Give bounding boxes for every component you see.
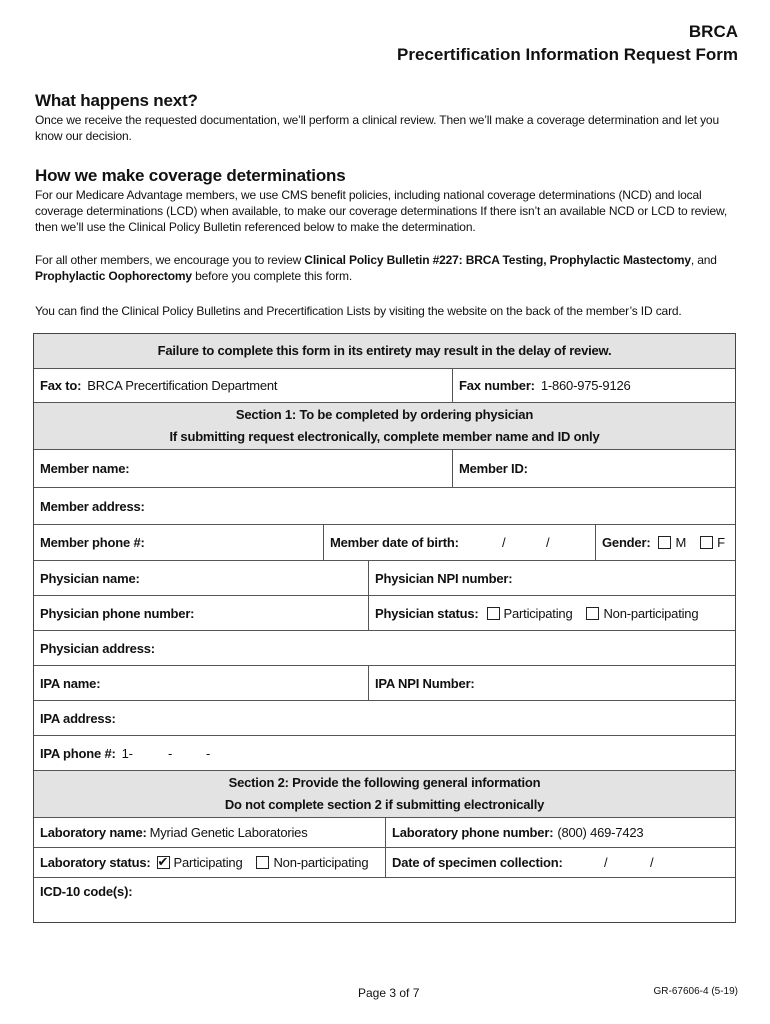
- physician-name-row: [34, 561, 735, 596]
- gender-m-checkbox[interactable]: [658, 536, 671, 549]
- fax-to-value: BRCA Precertification Department: [87, 378, 278, 393]
- lab-nonparticipating-label: Non-participating: [273, 855, 369, 870]
- ipa-name-row: [34, 666, 735, 701]
- lab-phone-field[interactable]: [385, 818, 735, 847]
- coverage-text: For our Medicare Advantage members, we use CMS benefit policies, including national coverage determinations (NCD) and local coverage determinations (LCD) when available, to make our coverage determinations If there isn’t an available NCD or LCD to review, then we’ll use the Clinical Policy Bulletin referenced below to make the determination.: [35, 188, 728, 234]
- gender-m-label: M: [675, 535, 687, 550]
- physician-status-label: Physician status:: [375, 605, 479, 621]
- find-text: You can find the Clinical Policy Bulletins and Precertification Lists by visiting the website on the back of the member’s ID card.: [35, 304, 682, 318]
- section2-title: [34, 771, 735, 817]
- member-phone-row: [34, 525, 735, 561]
- ipa-phone-dash-2: -: [206, 745, 211, 761]
- lab-phone-value: (800) 469-7423: [557, 825, 644, 840]
- section1-line1: Section 1: To be completed by ordering physician: [235, 407, 534, 422]
- icd-label: ICD-10 code(s):: [40, 884, 133, 899]
- lab-name-row: [34, 818, 735, 848]
- ipa-phone-field[interactable]: [34, 736, 735, 770]
- ipa-npi-field[interactable]: [368, 666, 735, 700]
- ipa-name-label: IPA name:: [40, 675, 101, 691]
- member-address-field[interactable]: [34, 488, 735, 524]
- fax-to-label: Fax to:: [40, 378, 82, 393]
- physician-nonparticipating-checkbox[interactable]: [586, 607, 599, 620]
- section2-line2: Do not complete section 2 if submitting electronically: [224, 797, 545, 812]
- specimen-separator-1: /: [604, 855, 608, 870]
- ipa-address-label: IPA address:: [40, 710, 116, 726]
- lab-name-field[interactable]: [34, 818, 385, 847]
- physician-participating-label: Participating: [503, 605, 573, 621]
- others-pre: For all other members, we encourage you to review: [35, 253, 305, 267]
- physician-npi-label: Physician NPI number:: [375, 570, 513, 586]
- fax-number-value: 1-860-975-9126: [540, 378, 631, 393]
- section2-header: [34, 771, 735, 818]
- physician-address-field[interactable]: [34, 631, 735, 665]
- dob-separator-2: /: [546, 535, 550, 550]
- lab-status-field: [34, 848, 385, 877]
- physician-name-field[interactable]: [34, 561, 368, 595]
- lab-participating-checkbox[interactable]: [157, 856, 170, 869]
- physician-nonparticipating-label: Non-participating: [603, 605, 699, 621]
- form-title: BRCA: [688, 22, 738, 41]
- next-text: Once we receive the requested documentation, we’ll perform a clinical review. Then we’ll make a coverage determination and let you know our decision.: [35, 113, 719, 143]
- coverage-heading: How we make coverage determinations: [35, 166, 346, 185]
- others-mid: , and: [690, 253, 717, 267]
- member-id-label: Member ID:: [459, 461, 528, 476]
- physician-name-label: Physician name:: [40, 570, 140, 586]
- physician-address-row: [34, 631, 735, 666]
- member-phone-label: Member phone #:: [40, 535, 145, 550]
- request-form-table: [33, 333, 736, 923]
- gender-label: Gender:: [602, 535, 651, 550]
- physician-phone-field[interactable]: [34, 596, 368, 630]
- ipa-npi-label: IPA NPI Number:: [375, 675, 475, 691]
- ipa-address-row: [34, 701, 735, 736]
- icd-row: [34, 878, 735, 922]
- fax-to-field[interactable]: [34, 369, 452, 402]
- lab-nonparticipating-checkbox[interactable]: [256, 856, 269, 869]
- member-address-label: Member address:: [40, 498, 145, 514]
- others-text: [35, 252, 740, 284]
- member-dob-label: Member date of birth:: [330, 535, 459, 550]
- section2-line1: Section 2: Provide the following general information: [228, 775, 541, 790]
- ipa-phone-row: [34, 736, 735, 771]
- ipa-address-field[interactable]: [34, 701, 735, 735]
- lab-name-label: Laboratory name:: [40, 825, 147, 840]
- warning-row: [34, 334, 735, 369]
- warning-text: Failure to complete this form in its entirety may result in the delay of review.: [157, 343, 612, 358]
- ipa-phone-label: IPA phone #:: [40, 745, 116, 761]
- physician-status-field: [368, 596, 735, 630]
- fax-number-label: Fax number:: [459, 378, 535, 393]
- ipa-phone-prefix: 1-: [121, 745, 133, 761]
- form-subtitle: Precertification Information Request Form: [397, 45, 738, 64]
- specimen-date-field[interactable]: [385, 848, 735, 877]
- gender-f-label: F: [717, 535, 725, 550]
- member-name-field[interactable]: [34, 450, 452, 487]
- member-name-label: Member name:: [40, 461, 130, 476]
- others-post: before you complete this form.: [191, 269, 353, 283]
- section1-header: [34, 403, 735, 450]
- physician-participating-checkbox[interactable]: [487, 607, 500, 620]
- lab-phone-label: Laboratory phone number:: [392, 825, 554, 840]
- lab-name-value: Myriad Genetic Laboratories: [149, 825, 308, 840]
- section1-line2: If submitting request electronically, complete member name and ID only: [169, 429, 600, 444]
- physician-address-label: Physician address:: [40, 640, 155, 656]
- physician-phone-row: [34, 596, 735, 631]
- member-phone-field[interactable]: [34, 525, 323, 560]
- page-number: Page 3 of 7: [358, 986, 420, 1000]
- icd-field[interactable]: [34, 878, 735, 922]
- gender-field: [595, 525, 735, 560]
- lab-participating-label: Participating: [173, 855, 243, 870]
- form-code: GR-67606-4 (5-19): [653, 986, 738, 997]
- next-heading: What happens next?: [35, 91, 198, 110]
- physician-npi-field[interactable]: [368, 561, 735, 595]
- gender-f-checkbox[interactable]: [700, 536, 713, 549]
- lab-status-label: Laboratory status:: [40, 855, 151, 870]
- fax-row: [34, 369, 735, 403]
- section1-title: [34, 403, 735, 449]
- ipa-name-field[interactable]: [34, 666, 368, 700]
- specimen-separator-2: /: [650, 855, 654, 870]
- specimen-date-label: Date of specimen collection:: [392, 855, 563, 870]
- ipa-phone-dash-1: -: [168, 745, 173, 761]
- dob-separator-1: /: [502, 535, 506, 550]
- member-address-row: [34, 488, 735, 525]
- member-dob-field[interactable]: [323, 525, 595, 560]
- lab-status-row: [34, 848, 735, 878]
- cpb-link-text: Clinical Policy Bulletin #227: BRCA Testing, Prophylactic Mastectomy: [304, 253, 691, 267]
- physician-phone-label: Physician phone number:: [40, 605, 195, 621]
- member-name-row: [34, 450, 735, 488]
- fax-number-field[interactable]: [452, 369, 735, 402]
- member-id-field[interactable]: [452, 450, 735, 487]
- cpb-link-text-2: Prophylactic Oophorectomy: [35, 269, 192, 283]
